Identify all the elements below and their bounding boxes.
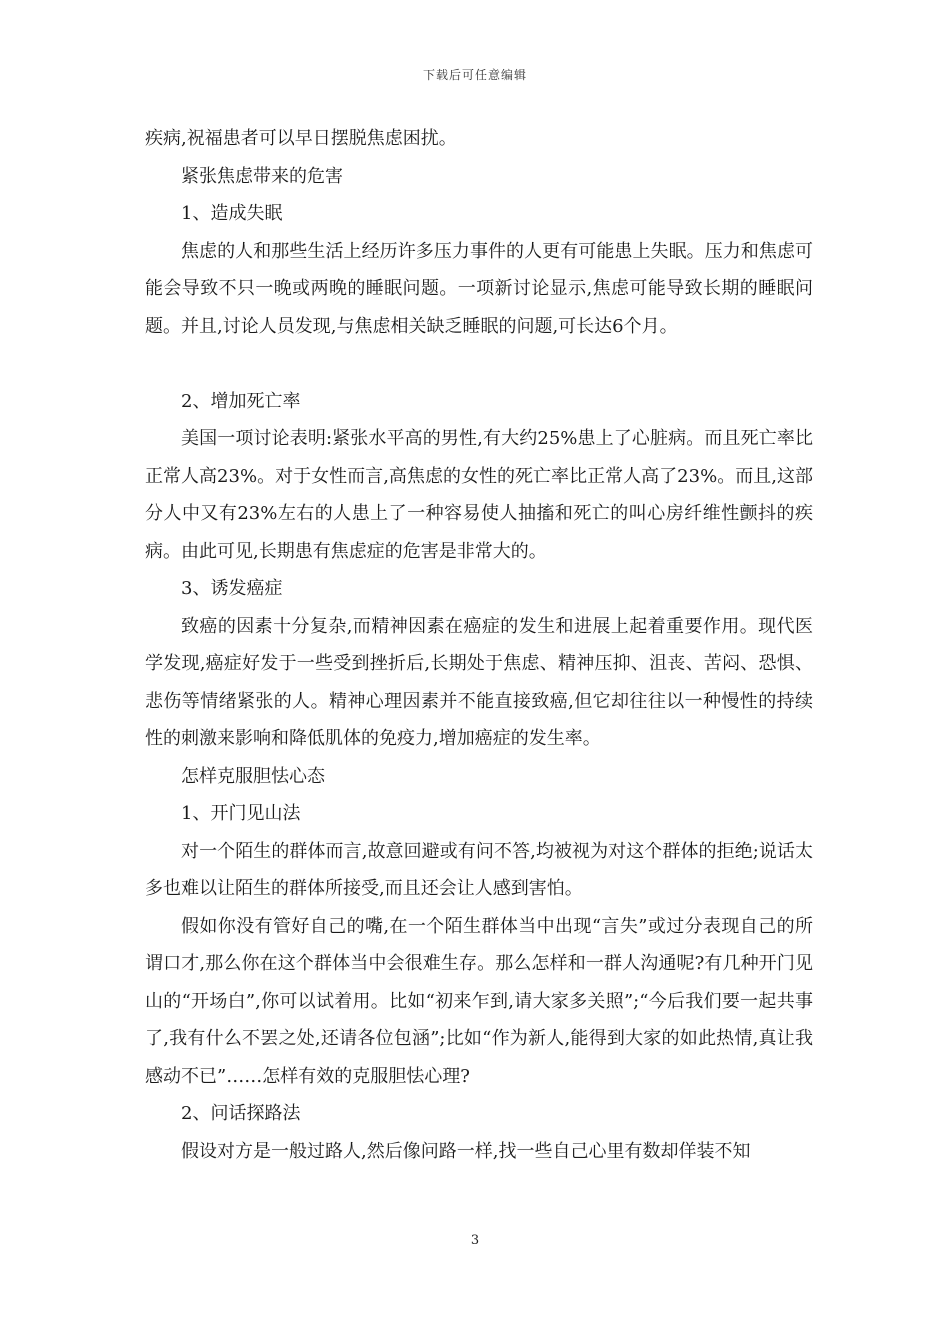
paragraph: 1、造成失眠 [181, 203, 283, 224]
document-body [145, 120, 813, 1170]
paragraph: 2、问话探路法 [181, 1103, 301, 1124]
paragraph: 假设对方是一般过路人,然后像问路一样,找一些自己心里有数却佯装不知 [181, 1140, 751, 1162]
paragraph: 紧张焦虑带来的危害 [181, 165, 343, 187]
paragraph-spacer [145, 345, 813, 383]
paragraph: 假如你没有管好自己的嘴,在一个陌生群体当中出现“言失”或过分表现自己的所谓口才,那么你在这个群体当中会很难生存。那么怎样和一群人沟通呢?有几种开门见山的“开场白”,你可以试着用。比如“初来乍到,请大家多关照”;“今后我们要一起共事了,我有什么不罢之处,还请各位包涵”;比如“作为新人,能得到大家的如此热情,真让我感动不已”……怎样有效的克服胆怯心理? [145, 915, 813, 1087]
paragraph: 焦虑的人和那些生活上经历许多压力事件的人更有可能患上失眠。压力和焦虑可能会导致不只一晚或两晚的睡眠问题。一项新讨论显示,焦虑可能导致长期的睡眠问题。并且,讨论人员发现,与焦虑相关缺乏睡眠的问题,可长达6个月。 [145, 240, 813, 337]
paragraph: 3、诱发癌症 [181, 578, 283, 599]
paragraph: 致癌的因素十分复杂,而精神因素在癌症的发生和进展上起着重要作用。现代医学发现,癌症好发于一些受到挫折后,长期处于焦虑、精神压抑、沮丧、苦闷、恐惧、悲伤等情绪紧张的人。精神心理因素并不能直接致癌,但它却往往以一种慢性的持续性的刺激来影响和降低肌体的免疫力,增加癌症的发生率。 [145, 615, 813, 749]
paragraph: 1、开门见山法 [181, 803, 301, 824]
paragraph: 疾病,祝福患者可以早日摆脱焦虑困扰。 [145, 128, 457, 149]
paragraph: 美国一项讨论表明:紧张水平高的男性,有大约25%患上了心脏病。而且死亡率比正常人高23%。对于女性而言,高焦虑的女性的死亡率比正常人高了23%。而且,这部分人中又有23%左右的人患上了一种容易使人抽搐和死亡的叫心房纤维性颤抖的疾病。由此可见,长期患有焦虑症的危害是非常大的。 [145, 428, 813, 562]
page-header: 下载后可任意编辑 [422, 68, 527, 82]
page-number: 3 [470, 1233, 480, 1248]
paragraph: 怎样克服胆怯心态 [181, 765, 325, 787]
paragraph: 对一个陌生的群体而言,故意回避或有问不答,均被视为对这个群体的拒绝;说话太多也难以让陌生的群体所接受,而且还会让人感到害怕。 [145, 840, 813, 899]
paragraph: 2、增加死亡率 [181, 390, 301, 412]
